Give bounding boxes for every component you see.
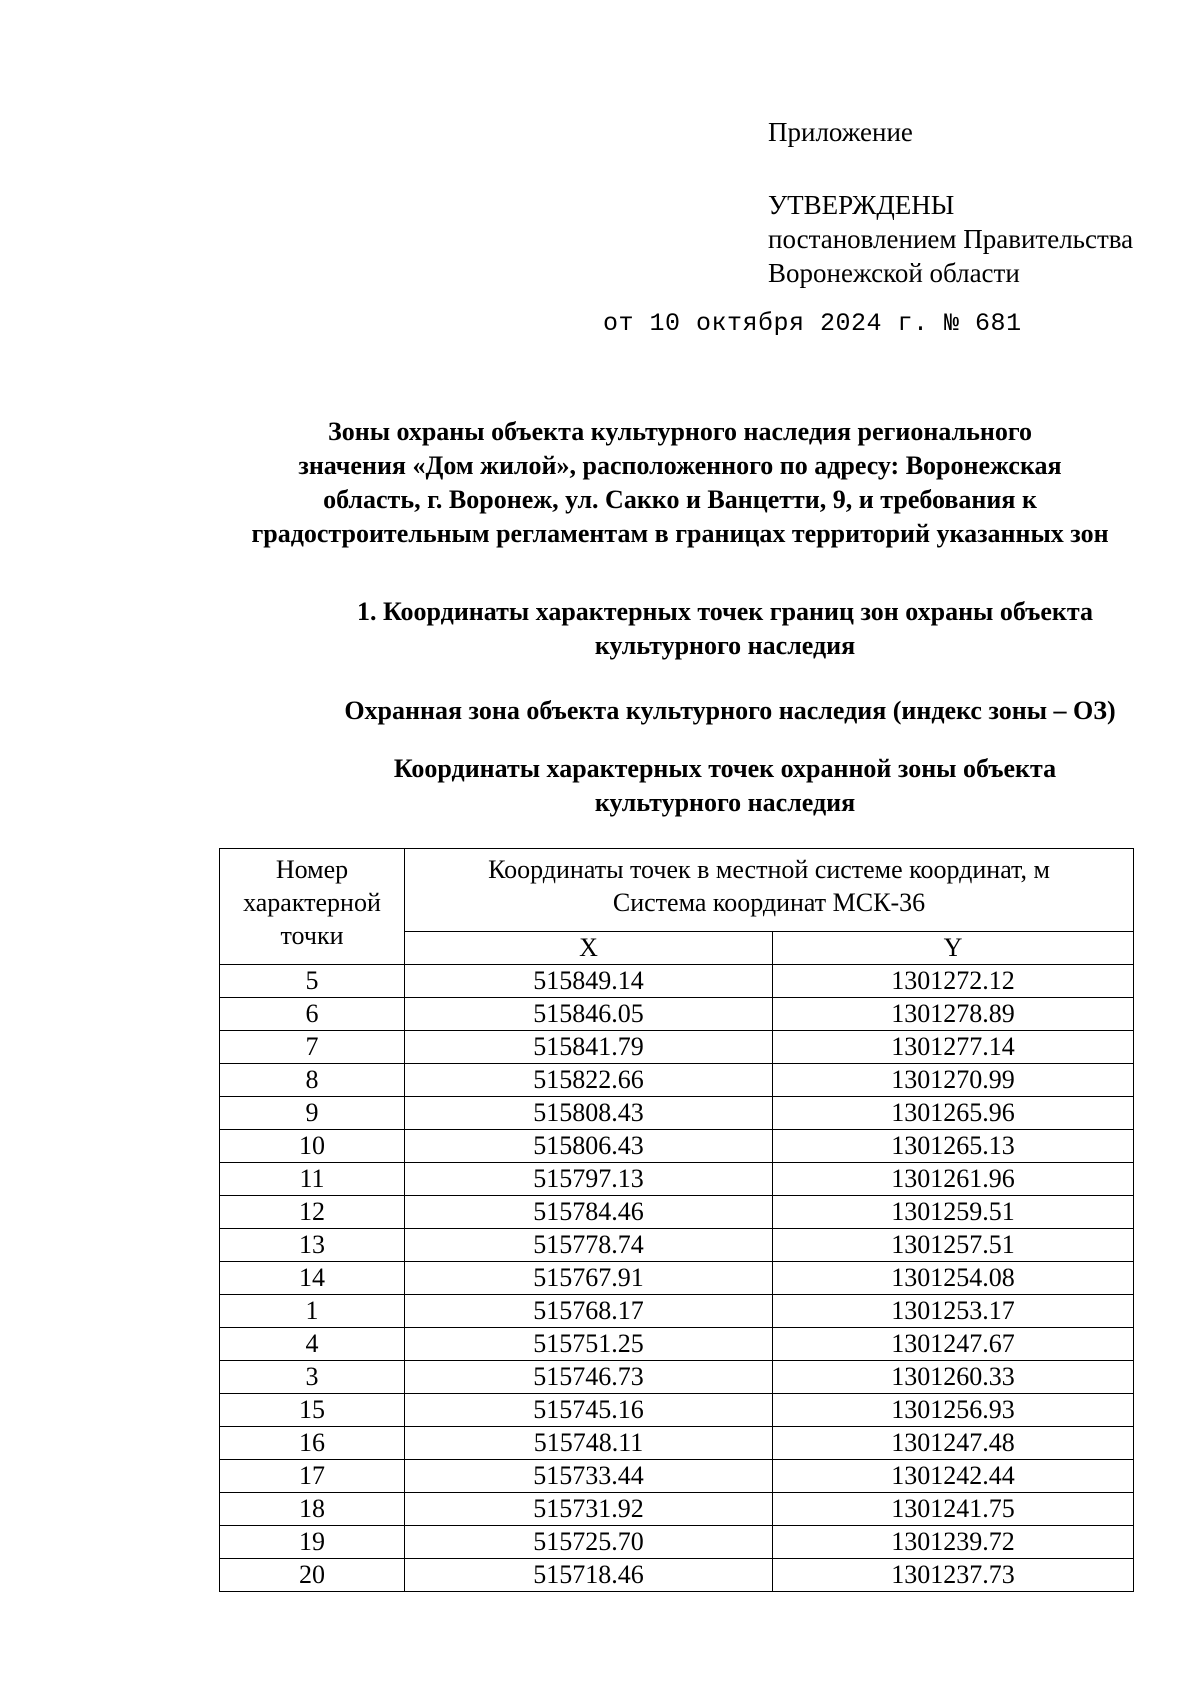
point-number-cell: 1 [220,1295,405,1328]
y-cell: 1301257.51 [773,1229,1134,1262]
y-cell: 1301247.67 [773,1328,1134,1361]
x-cell: 515841.79 [405,1031,773,1064]
y-cell: 1301254.08 [773,1262,1134,1295]
table-row [220,1031,1134,1064]
point-number-cell: 15 [220,1394,405,1427]
header-coordinates [405,849,1134,932]
point-number-cell: 5 [220,965,405,998]
x-cell: 515745.16 [405,1394,773,1427]
point-number-cell: 9 [220,1097,405,1130]
table-row [220,1559,1134,1592]
header-point-number [220,849,405,965]
point-number-cell: 6 [220,998,405,1031]
y-cell: 1301260.33 [773,1361,1134,1394]
title-line: значения «Дом жилой», расположенного по адресу: Воронежская [298,451,1062,480]
point-number-cell: 11 [220,1163,405,1196]
point-number-cell: 12 [220,1196,405,1229]
appendix-label: Приложение [768,117,913,147]
table-row [220,1493,1134,1526]
y-cell: 1301278.89 [773,998,1134,1031]
y-cell: 1301272.12 [773,965,1134,998]
y-cell: 1301247.48 [773,1427,1134,1460]
x-cell: 515797.13 [405,1163,773,1196]
point-number-cell: 8 [220,1064,405,1097]
header-coords-line: Координаты точек в местной системе координат, м [488,855,1050,884]
point-number-cell: 16 [220,1427,405,1460]
section-title-line: культурного наследия [594,631,856,660]
y-cell: 1301237.73 [773,1559,1134,1592]
point-number-cell: 19 [220,1526,405,1559]
y-cell: 1301256.93 [773,1394,1134,1427]
x-cell: 515784.46 [405,1196,773,1229]
point-number-cell: 10 [220,1130,405,1163]
table-row [220,1130,1134,1163]
coordinates-table-body [220,965,1134,1592]
point-number-cell: 3 [220,1361,405,1394]
x-cell: 515748.11 [405,1427,773,1460]
table-row [220,1361,1134,1394]
table-row [220,1328,1134,1361]
header-y: Y [773,932,1134,965]
coords-heading-line: Координаты характерных точек охранной зоны объекта [393,754,1057,783]
table-row [220,1394,1134,1427]
table-row [220,1097,1134,1130]
x-cell: 515846.05 [405,998,773,1031]
approved-by-line2: Воронежской области [768,258,1020,288]
x-cell: 515746.73 [405,1361,773,1394]
y-cell: 1301241.75 [773,1493,1134,1526]
table-row [220,1295,1134,1328]
x-cell: 515768.17 [405,1295,773,1328]
table-row [220,1229,1134,1262]
table-row [220,1262,1134,1295]
x-cell: 515778.74 [405,1229,773,1262]
document-date: от 10 октября 2024 г. № 681 [603,309,1022,338]
coordinates-table [219,848,1134,1592]
y-cell: 1301259.51 [773,1196,1134,1229]
table-row [220,998,1134,1031]
y-cell: 1301242.44 [773,1460,1134,1493]
table-row [220,1526,1134,1559]
x-cell: 515725.70 [405,1526,773,1559]
x-cell: 515806.43 [405,1130,773,1163]
title-line: Зоны охраны объекта культурного наследия регионального [327,417,1033,446]
y-cell: 1301239.72 [773,1526,1134,1559]
header-x: X [405,932,773,965]
point-number-cell: 17 [220,1460,405,1493]
point-number-cell: 4 [220,1328,405,1361]
y-cell: 1301253.17 [773,1295,1134,1328]
section-title [300,595,1150,663]
x-cell: 515767.91 [405,1262,773,1295]
title-line: область, г. Воронеж, ул. Сакко и Ванцетти, 9, и требования к [323,485,1037,514]
title-line: градостроительным регламентам в границах территорий указанных зон [251,519,1109,548]
x-cell: 515733.44 [405,1460,773,1493]
y-cell: 1301261.96 [773,1163,1134,1196]
appendix-block [768,115,1133,290]
approved-label: УТВЕРЖДЕНЫ [768,190,955,220]
coords-heading-line: культурного наследия [594,788,856,817]
section-title-line: 1. Координаты характерных точек границ зон охраны объекта [357,597,1093,626]
y-cell: 1301265.13 [773,1130,1134,1163]
x-cell: 515808.43 [405,1097,773,1130]
point-number-cell: 14 [220,1262,405,1295]
x-cell: 515751.25 [405,1328,773,1361]
document-title [210,415,1150,551]
table-row [220,1064,1134,1097]
table-row [220,1460,1134,1493]
point-number-cell: 20 [220,1559,405,1592]
header-point-line: Номер [275,855,349,884]
y-cell: 1301277.14 [773,1031,1134,1064]
header-point-line: точки [280,921,344,950]
table-row [220,965,1134,998]
y-cell: 1301270.99 [773,1064,1134,1097]
x-cell: 515718.46 [405,1559,773,1592]
y-cell: 1301265.96 [773,1097,1134,1130]
point-number-cell: 13 [220,1229,405,1262]
point-number-cell: 7 [220,1031,405,1064]
point-number-cell: 18 [220,1493,405,1526]
zone-heading [290,694,1170,728]
header-point-line: характерной [243,888,381,917]
table-row [220,1196,1134,1229]
coords-heading [300,752,1150,820]
header-coords-line: Система координат МСК-36 [612,888,926,917]
approved-by-line1: постановлением Правительства [768,224,1134,254]
table-row [220,1163,1134,1196]
zone-heading-text: Охранная зона объекта культурного наследия (индекс зоны – ОЗ) [344,696,1116,725]
table-row [220,1427,1134,1460]
x-cell: 515731.92 [405,1493,773,1526]
x-cell: 515849.14 [405,965,773,998]
x-cell: 515822.66 [405,1064,773,1097]
